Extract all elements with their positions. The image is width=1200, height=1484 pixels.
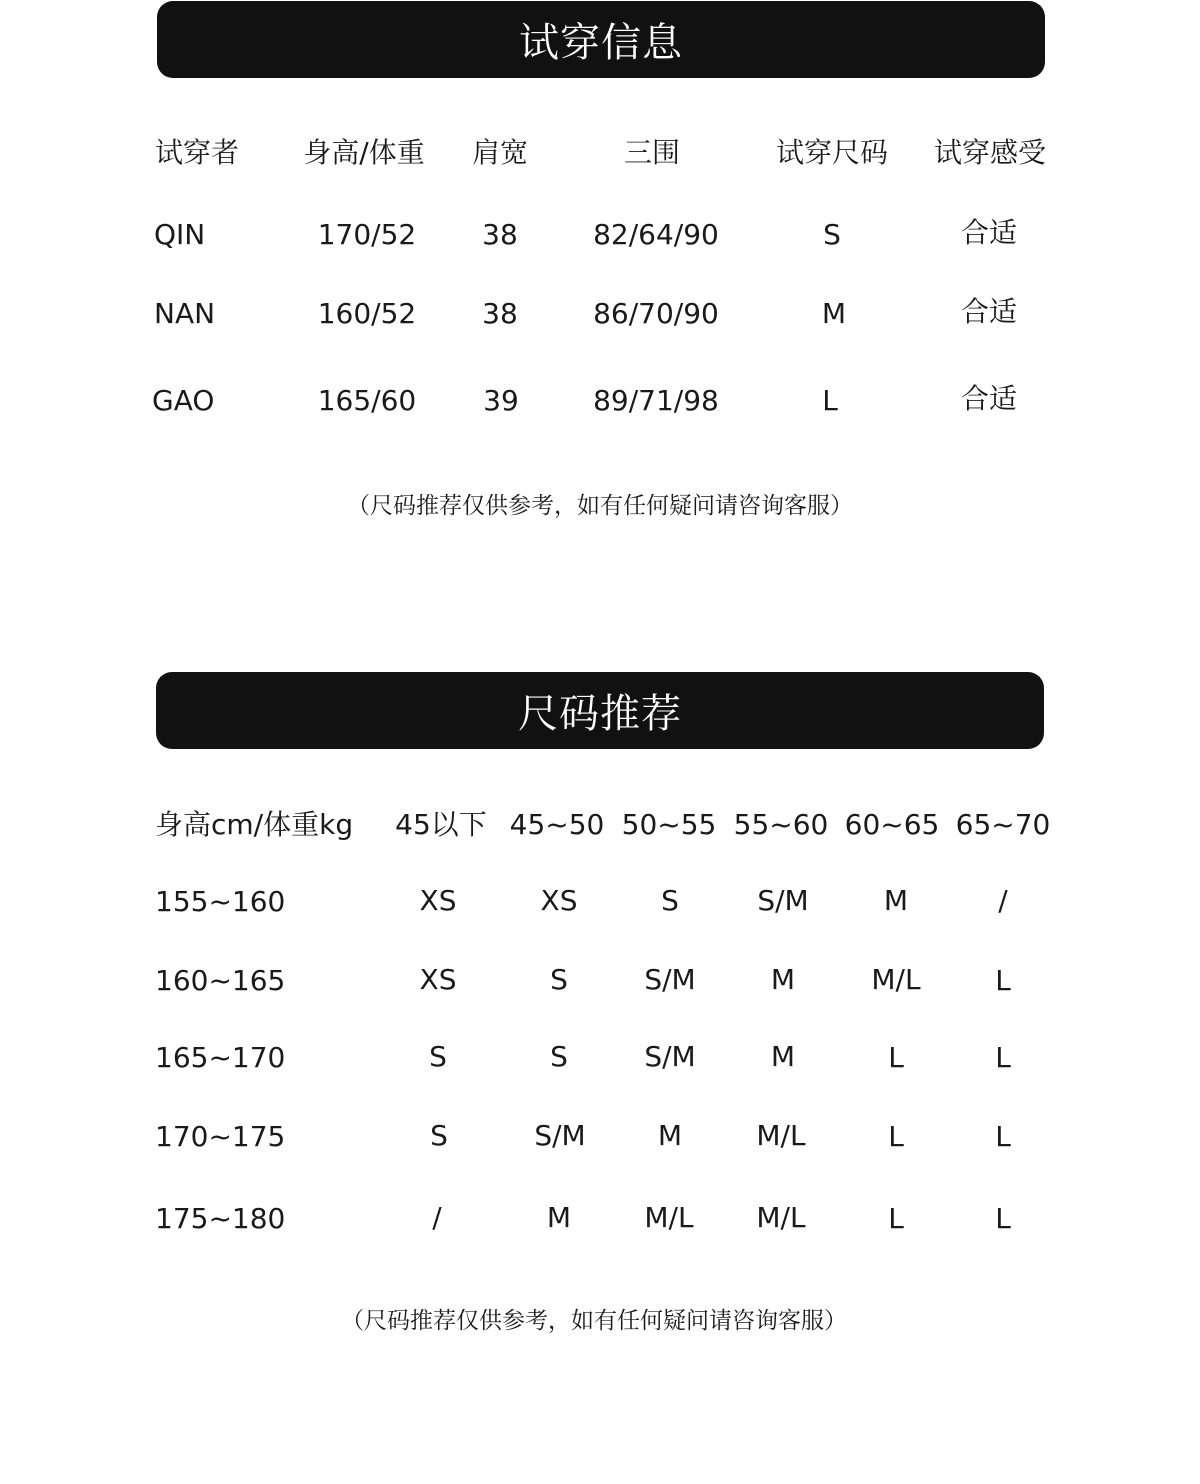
size-cell: L — [888, 1041, 904, 1074]
size-cell: M — [657, 1119, 683, 1152]
size-cell: S/M — [644, 1040, 696, 1073]
size-header-cell: 45~50 — [509, 808, 605, 841]
size-header-cell: 50~55 — [621, 808, 717, 841]
size-header-cell: 身高cm/体重kg — [155, 808, 354, 841]
tryon-header-cell: 试穿者 — [155, 136, 240, 169]
tryon-cell: 170/52 — [317, 218, 417, 251]
size-cell: M/L — [871, 963, 921, 996]
size-cell: L — [888, 1202, 904, 1235]
tryon-cell: QIN — [154, 218, 206, 251]
tryon-cell: NAN — [154, 297, 216, 330]
size-cell: L — [995, 964, 1011, 997]
tryon-banner — [157, 1, 1045, 78]
size-cell: L — [995, 1041, 1011, 1074]
size-banner — [156, 672, 1044, 749]
size-header-cell: 55~60 — [733, 808, 829, 841]
size-cell: L — [995, 1120, 1011, 1153]
tryon-cell: 合适 — [960, 216, 1018, 249]
size-cell: / — [432, 1201, 442, 1234]
size-cell: / — [998, 884, 1008, 917]
size-cell: S — [429, 1040, 447, 1073]
tryon-cell: M — [821, 297, 847, 330]
tryon-header-cell: 试穿感受 — [933, 136, 1047, 169]
tryon-cell: 86/70/90 — [593, 297, 719, 330]
size-cell: M/L — [756, 1201, 806, 1234]
tryon-header-cell: 试穿尺码 — [775, 136, 889, 169]
tryon-cell: 38 — [482, 218, 518, 251]
size-cell: S/M — [534, 1119, 586, 1152]
size-cell: L — [888, 1120, 904, 1153]
tryon-cell: 39 — [483, 384, 519, 417]
size-cell: 170~175 — [155, 1120, 286, 1153]
size-cell: M — [770, 963, 796, 996]
size-header-cell: 45以下 — [395, 808, 487, 841]
tryon-header-cell: 身高/体重 — [303, 136, 425, 169]
tryon-cell: S — [823, 218, 841, 251]
size-header-cell: 65~70 — [955, 808, 1051, 841]
tryon-header-cell: 肩宽 — [471, 136, 529, 169]
size-cell: S — [430, 1119, 448, 1152]
size-cell: 160~165 — [155, 964, 286, 997]
size-cell: S — [661, 884, 679, 917]
size-cell: M — [546, 1201, 572, 1234]
size-note: （尺码推荐仅供参考，如有任何疑问请咨询客服） — [341, 1308, 847, 1334]
size-cell: M — [883, 884, 909, 917]
tryon-cell: 165/60 — [317, 384, 417, 417]
size-cell: M/L — [756, 1119, 806, 1152]
size-header-cell: 60~65 — [844, 808, 940, 841]
tryon-title: 试穿信息 — [519, 20, 683, 66]
size-cell: 155~160 — [155, 885, 286, 918]
tryon-cell: L — [822, 384, 838, 417]
tryon-note: （尺码推荐仅供参考，如有任何疑问请咨询客服） — [347, 493, 853, 519]
size-cell: M/L — [644, 1201, 694, 1234]
size-cell: 175~180 — [155, 1202, 286, 1235]
size-cell: XS — [419, 963, 457, 996]
size-cell: XS — [540, 884, 578, 917]
size-title: 尺码推荐 — [518, 691, 682, 737]
tryon-cell: 82/64/90 — [593, 218, 719, 251]
size-cell: S — [550, 1040, 568, 1073]
size-cell: S — [550, 963, 568, 996]
tryon-cell: 合适 — [960, 382, 1018, 415]
tryon-cell: 合适 — [960, 295, 1018, 328]
tryon-cell: 160/52 — [317, 297, 417, 330]
tryon-cell: 38 — [482, 297, 518, 330]
size-cell: M — [770, 1040, 796, 1073]
tryon-cell: GAO — [152, 384, 215, 417]
size-cell: S/M — [644, 963, 696, 996]
size-cell: 165~170 — [155, 1041, 286, 1074]
size-cell: XS — [419, 884, 457, 917]
size-cell: L — [995, 1202, 1011, 1235]
tryon-header-cell: 三围 — [623, 136, 681, 169]
size-cell: S/M — [757, 884, 809, 917]
tryon-cell: 89/71/98 — [593, 384, 719, 417]
